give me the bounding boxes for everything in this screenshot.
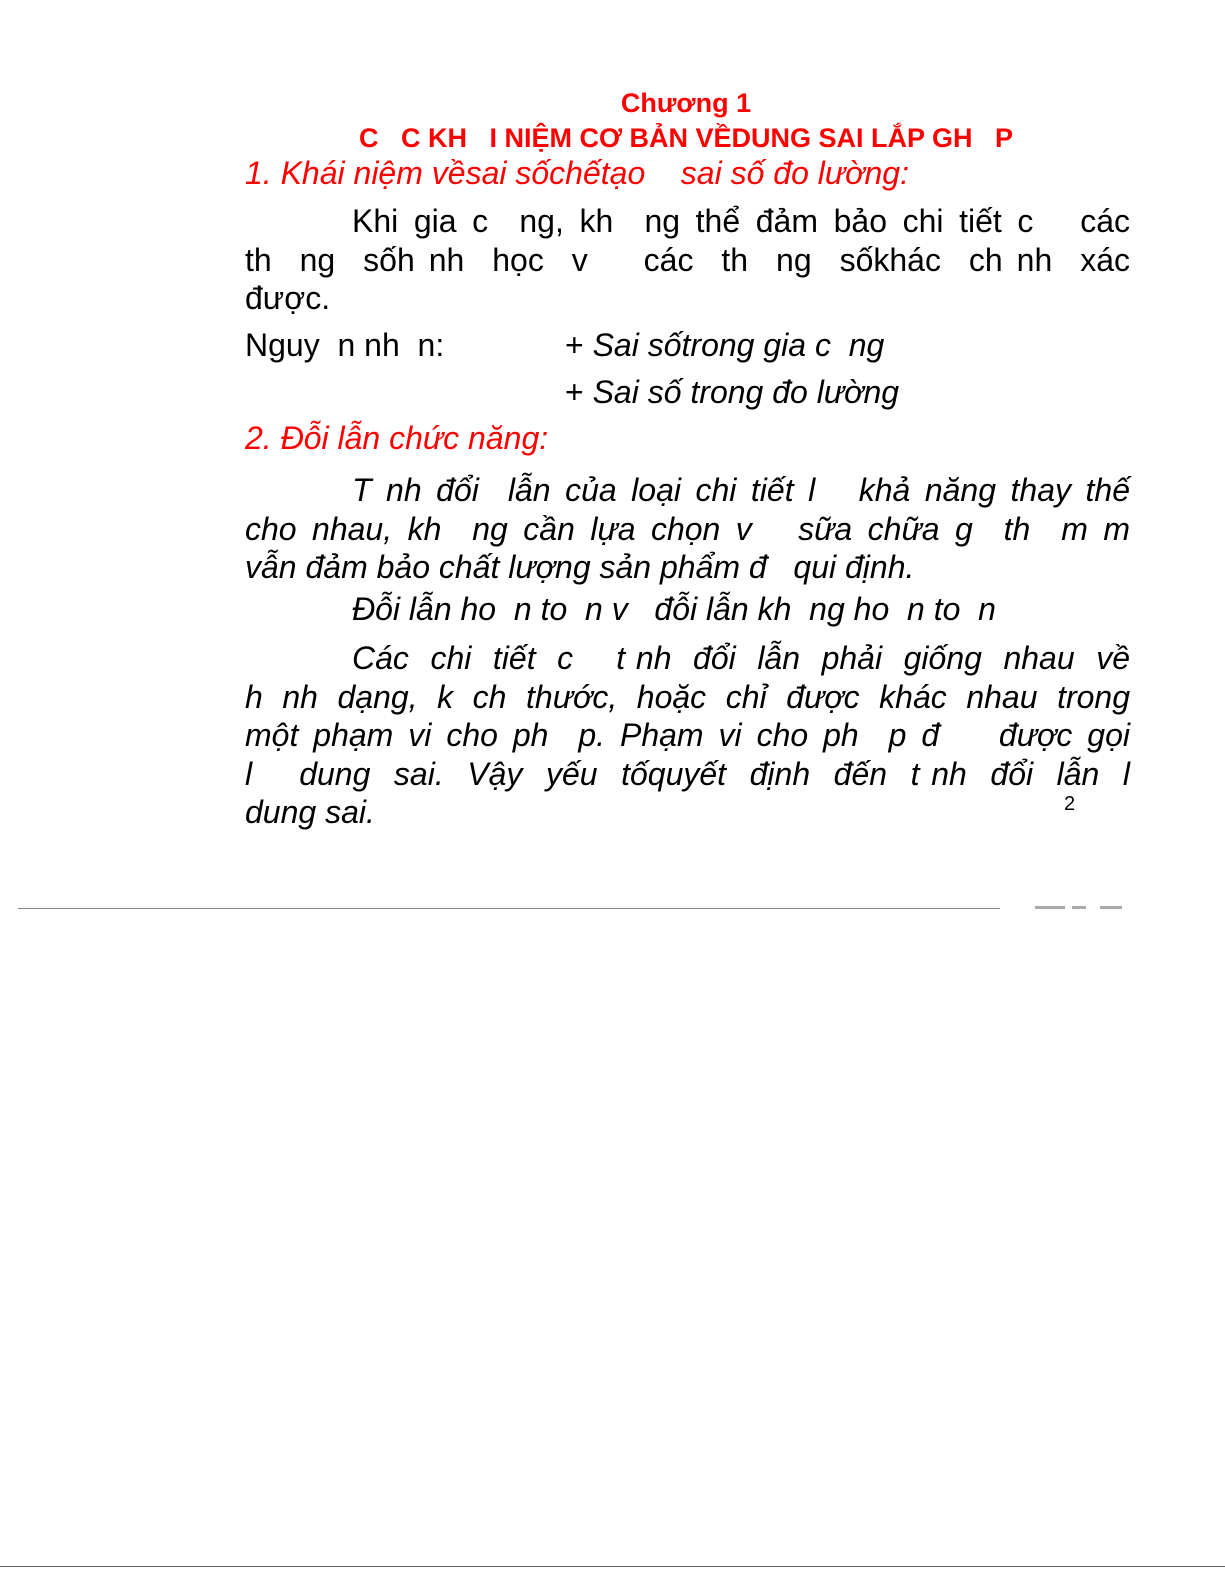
section-2-heading: 2. Đỗi lẫn chức năng: — [245, 420, 549, 456]
paragraph-line: T nh đổi lẫn của loại chi tiết l khả năng thay thế — [352, 472, 1130, 508]
paragraph-line: l dung sai. Vậy yếu tốquyết định đến t nh đổi lẫn l — [245, 755, 1130, 792]
divider-fragment — [1072, 906, 1086, 909]
paragraph-line: h nh dạng, k ch thước, hoặc chỉ được khác nhau trong — [245, 678, 1130, 715]
page-bottom-border — [0, 1566, 1225, 1567]
section-2-paragraph-2 — [245, 590, 1130, 629]
paragraph-line: cho nhau, kh ng cần lựa chọn v sữa chữa g th m m — [245, 510, 1130, 547]
section-1-heading: 1. Khái niệm vềsai sốchếtạo sai số đo lường: — [245, 155, 909, 191]
paragraph-line: dung sai. — [245, 794, 375, 830]
cause-item — [565, 327, 884, 364]
divider-fragment — [1035, 906, 1065, 909]
page-number: 2 — [1064, 793, 1076, 815]
paragraph-line: được. — [245, 280, 331, 316]
chapter-heading: C C KH I NIỆM CƠ BẢN VỀDUNG SAI LẮP GH P — [358, 123, 1014, 153]
cause-item — [565, 374, 899, 411]
cause-prefix: + — [565, 327, 593, 363]
cause-text: Sai sốtrong gia c ng — [592, 327, 885, 363]
paragraph-line: vẫn đảm bảo chất lượng sản phẩm đ qui định. — [245, 549, 915, 585]
paragraph-line: th ng sốh nh học v các th ng sốkhác ch nh xác — [245, 241, 1130, 278]
cause-label: Nguy n nh n: — [245, 327, 445, 363]
section-2-paragraph-3 — [245, 639, 1130, 832]
paragraph-line: Đỗi lẫn ho n to n v đỗi lẫn kh ng ho n to n — [352, 591, 996, 627]
paragraph-line: Các chi tiết c t nh đổi lẫn phải giống nhau về — [352, 640, 1130, 676]
chapter-number: Chương 1 — [620, 88, 752, 118]
section-2-paragraph-1 — [245, 471, 1130, 587]
section-1-paragraph — [245, 202, 1130, 318]
paragraph-line: một phạm vi cho ph p. Phạm vi cho ph p đ được gọi — [245, 717, 1130, 753]
divider-fragment — [1100, 906, 1122, 909]
cause-prefix: + — [565, 374, 593, 410]
page-divider — [18, 908, 1000, 909]
cause-text: Sai số trong đo lường — [592, 374, 900, 410]
paragraph-line: Khi gia c ng, kh ng thể đảm bảo chi tiết c các — [352, 203, 1130, 239]
